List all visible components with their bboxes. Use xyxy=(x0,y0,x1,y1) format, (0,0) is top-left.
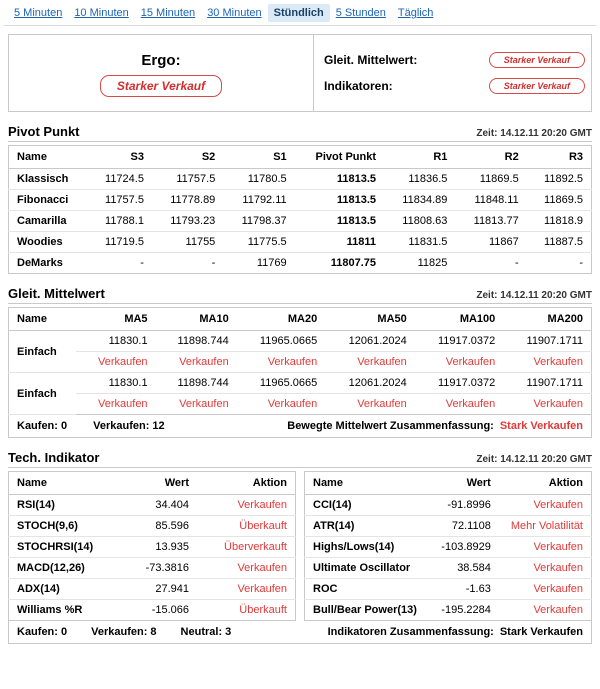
pivot-time: Zeit: 14.12.11 20:20 GMT xyxy=(476,128,592,139)
table-row xyxy=(305,600,592,621)
table-row xyxy=(305,558,592,579)
table-row xyxy=(9,579,296,600)
indicator-name: Ultimate Oscillator xyxy=(305,558,431,579)
indicator-action: Verkaufen xyxy=(533,604,583,616)
pivot-section-header xyxy=(8,124,592,142)
ma-value-ma50: 12061.2024 xyxy=(325,331,415,352)
indicator-name: ATR(14) xyxy=(305,516,431,537)
indicator-action: Verkaufen xyxy=(197,579,296,600)
ma-action-ma10: Verkaufen xyxy=(156,352,237,373)
pivot-col-r3: R3 xyxy=(527,146,592,169)
indicator-header-row xyxy=(305,472,592,495)
ma-value-ma100: 11917.0372 xyxy=(415,373,504,394)
ma-value-ma200: 11907.1711 xyxy=(503,373,591,394)
pivot-cell-r1: 11834.89 xyxy=(384,190,455,211)
pivot-cell-s2: 11757.5 xyxy=(152,169,223,190)
ma-col-ma10: MA10 xyxy=(156,308,237,331)
pivot-cell-pp: 11811 xyxy=(295,232,384,253)
pivot-cell-s2: 11755 xyxy=(152,232,223,253)
pivot-cell-s2: - xyxy=(211,257,216,269)
pivot-cell-pp: 11807.75 xyxy=(330,257,377,269)
pivot-cell-r1: 11831.5 xyxy=(384,232,455,253)
pivot-cell-r2: 11813.77 xyxy=(455,211,526,232)
indicator-right-column xyxy=(304,471,592,621)
pivot-cell-s1: 11775.5 xyxy=(223,232,294,253)
ma-action-ma10: Verkaufen xyxy=(179,398,229,410)
pivot-cell-r1: 11836.5 xyxy=(384,169,455,190)
table-row xyxy=(9,211,592,232)
ma-sell-count: Verkaufen: 12 xyxy=(93,420,165,432)
ma-col-ma50: MA50 xyxy=(325,308,415,331)
ma-summary-footer-value: Stark Verkaufen xyxy=(499,420,583,432)
indicator-summary-footer-label: Indikatoren Zusammenfassung: xyxy=(327,626,494,638)
indicator-value: 27.941 xyxy=(123,579,197,600)
ma-summary-footer-label: Bewegte Mittelwert Zusammenfassung: xyxy=(287,420,494,432)
pivot-cell-r3: 11869.5 xyxy=(527,190,592,211)
indicator-col-name: Name xyxy=(305,472,431,495)
ma-value-ma5: 11830.1 xyxy=(76,331,155,352)
tab-5-stunden[interactable]: 5 Stunden xyxy=(335,7,386,19)
ma-action-ma5: Verkaufen xyxy=(76,352,155,373)
tab-5-minuten[interactable]: 5 Minuten xyxy=(14,7,63,19)
indicator-value: -1.63 xyxy=(430,579,499,600)
ma-summary-badge: Starker Verkauf xyxy=(489,52,585,68)
indicator-name: ADX(14) xyxy=(9,579,124,600)
indicator-value: -91.8996 xyxy=(430,495,499,516)
ma-action-ma100: Verkaufen xyxy=(415,352,504,373)
ma-col-ma5: MA5 xyxy=(76,308,155,331)
ma-time: Zeit: 14.12.11 20:20 GMT xyxy=(476,290,592,301)
ma-action-ma20: Verkaufen xyxy=(237,352,326,373)
indicator-action: Mehr Volatilität xyxy=(499,516,592,537)
pivot-cell-s3: 11719.5 xyxy=(88,232,152,253)
pivot-cell-r2: 11848.11 xyxy=(455,190,526,211)
pivot-cell-s1: 11769 xyxy=(256,257,287,269)
ma-value-ma10: 11898.744 xyxy=(156,373,237,394)
indicator-tables-wrapper xyxy=(8,471,592,621)
pivot-cell-r3: 11892.5 xyxy=(527,169,592,190)
ma-action-ma20: Verkaufen xyxy=(267,398,318,410)
pivot-col-name: Name xyxy=(9,146,88,169)
indicator-name: ROC xyxy=(305,579,431,600)
indicator-name: Highs/Lows(14) xyxy=(305,537,431,558)
table-row xyxy=(9,495,296,516)
indicator-value: 38.584 xyxy=(430,558,499,579)
pivot-cell-r3: - xyxy=(579,257,583,269)
indicator-action: Verkaufen xyxy=(499,495,592,516)
indicator-value: -103.8929 xyxy=(430,537,499,558)
indicator-action: Verkaufen xyxy=(499,579,592,600)
table-row xyxy=(305,579,592,600)
ma-row-name: Einfach xyxy=(9,373,77,415)
indicator-sell-count: Verkaufen: 8 xyxy=(91,626,157,638)
indicator-col-action: Aktion xyxy=(197,472,296,495)
indicator-action: Verkaufen xyxy=(197,495,296,516)
ma-col-ma20: MA20 xyxy=(237,308,326,331)
tab-15-minuten[interactable]: 15 Minuten xyxy=(140,7,196,19)
pivot-col-s1: S1 xyxy=(223,146,294,169)
pivot-cell-r3: 11818.9 xyxy=(527,211,592,232)
pivot-col-r2: R2 xyxy=(455,146,526,169)
ma-col-ma200: MA200 xyxy=(503,308,591,331)
indicator-action: Überkauft xyxy=(239,604,287,616)
pivot-cell-r2: 11869.5 xyxy=(455,169,526,190)
table-row xyxy=(9,537,296,558)
pivot-cell-r2: 11867 xyxy=(455,232,526,253)
ma-title: Gleit. Mittelwert xyxy=(8,286,105,301)
indicator-value: 72.1108 xyxy=(430,516,499,537)
pivot-cell-s1: 11780.5 xyxy=(223,169,294,190)
pivot-cell-r1: 11808.63 xyxy=(384,211,455,232)
pivot-col-s3: S3 xyxy=(88,146,152,169)
indicator-name: MACD(12,26) xyxy=(9,558,124,579)
indicator-time: Zeit: 14.12.11 20:20 GMT xyxy=(476,454,592,465)
indicator-col-name: Name xyxy=(9,472,124,495)
indicator-section-header xyxy=(8,450,592,468)
indicator-name: STOCH(9,6) xyxy=(9,516,124,537)
table-row xyxy=(9,600,296,621)
indicator-table-right xyxy=(304,471,592,621)
ergo-value-badge: Starker Verkauf xyxy=(100,75,222,97)
indicator-value: 13.935 xyxy=(123,537,197,558)
ma-section-header xyxy=(8,286,592,304)
ma-value-ma5: 11830.1 xyxy=(76,373,155,394)
ma-value-ma10: 11898.744 xyxy=(156,331,237,352)
pivot-cell-s1: 11792.11 xyxy=(223,190,294,211)
indicator-summary-row xyxy=(324,78,585,94)
table-row xyxy=(9,331,592,352)
pivot-col-s2: S2 xyxy=(152,146,223,169)
pivot-row-name: Camarilla xyxy=(9,211,88,232)
indicator-title: Tech. Indikator xyxy=(8,450,100,465)
indicator-table-left xyxy=(8,471,296,621)
pivot-title: Pivot Punkt xyxy=(8,124,80,139)
pivot-cell-s3: - xyxy=(140,257,144,269)
ma-action-ma50: Verkaufen xyxy=(325,352,415,373)
table-row xyxy=(9,516,296,537)
indicator-action: Überkauft xyxy=(197,516,296,537)
indicator-col-value: Wert xyxy=(123,472,197,495)
ma-action-ma50: Verkaufen xyxy=(357,398,407,410)
table-row xyxy=(305,495,592,516)
indicator-buy-count: Kaufen: 0 xyxy=(17,626,68,638)
ergo-panel xyxy=(9,35,314,111)
summary-box xyxy=(8,34,592,112)
indicator-name: STOCHRSI(14) xyxy=(9,537,124,558)
indicator-value: 34.404 xyxy=(123,495,197,516)
table-row xyxy=(9,558,296,579)
indicator-footer-bar xyxy=(8,621,592,644)
table-row xyxy=(9,232,592,253)
indicator-value: -15.066 xyxy=(151,604,189,616)
indicator-summary-footer-value: Stark Verkaufen xyxy=(499,626,583,638)
pivot-cell-s2: 11778.89 xyxy=(152,190,223,211)
pivot-cell-pp: 11813.5 xyxy=(295,211,384,232)
indicator-value: 85.596 xyxy=(123,516,197,537)
summary-right-panel xyxy=(314,35,591,111)
ma-summary-row xyxy=(324,52,585,68)
tab-stuendlich[interactable]: Stündlich xyxy=(268,4,330,22)
pivot-cell-r3: 11887.5 xyxy=(527,232,592,253)
pivot-cell-s3: 11724.5 xyxy=(88,169,152,190)
indicator-col-value: Wert xyxy=(430,472,499,495)
tab-10-minuten[interactable]: 10 Minuten xyxy=(74,7,129,19)
indicator-action: Verkaufen xyxy=(499,537,592,558)
table-row xyxy=(9,373,592,394)
pivot-cell-s2: 11793.23 xyxy=(152,211,223,232)
timeframe-tabs xyxy=(4,0,596,26)
pivot-cell-r2: - xyxy=(515,257,519,269)
indicator-summary-badge: Starker Verkauf xyxy=(489,78,585,94)
pivot-col-pp: Pivot Punkt xyxy=(295,146,384,169)
indicator-action: Verkaufen xyxy=(499,558,592,579)
pivot-header-row xyxy=(9,146,592,169)
indicator-name: Williams %R xyxy=(17,604,83,616)
indicator-neutral-count: Neutral: 3 xyxy=(180,626,232,638)
indicator-name: CCI(14) xyxy=(305,495,431,516)
table-row xyxy=(9,352,592,373)
table-row xyxy=(9,394,592,415)
ma-col-name: Name xyxy=(9,308,77,331)
pivot-cell-r1: 11825 xyxy=(417,257,448,269)
table-row xyxy=(9,169,592,190)
table-row xyxy=(9,253,592,274)
moving-average-table xyxy=(8,307,592,415)
ma-value-ma20: 11965.0665 xyxy=(237,331,326,352)
pivot-cell-pp: 11813.5 xyxy=(295,190,384,211)
ma-col-ma100: MA100 xyxy=(415,308,504,331)
pivot-row-name: Woodies xyxy=(9,232,88,253)
indicator-value: -195.2284 xyxy=(441,604,491,616)
pivot-row-name: Klassisch xyxy=(9,169,88,190)
ma-value-ma100: 11917.0372 xyxy=(415,331,504,352)
pivot-cell-s3: 11757.5 xyxy=(88,190,152,211)
ma-action-ma200: Verkaufen xyxy=(503,352,591,373)
tab-taeglich[interactable]: Täglich xyxy=(397,7,434,19)
pivot-table xyxy=(8,145,592,274)
indicator-value: -73.3816 xyxy=(123,558,197,579)
ma-value-ma50: 12061.2024 xyxy=(325,373,415,394)
pivot-cell-s3: 11788.1 xyxy=(88,211,152,232)
ma-header-row xyxy=(9,308,592,331)
ma-value-ma200: 11907.1711 xyxy=(503,331,591,352)
pivot-row-name: Fibonacci xyxy=(9,190,88,211)
indicator-header-row xyxy=(9,472,296,495)
ma-action-ma100: Verkaufen xyxy=(445,398,496,410)
indicator-action: Verkaufen xyxy=(197,558,296,579)
indicator-action: Überverkauft xyxy=(197,537,296,558)
ma-summary-label: Gleit. Mittelwert: xyxy=(324,53,418,67)
ma-action-ma200: Verkaufen xyxy=(533,398,583,410)
table-row xyxy=(9,190,592,211)
ergo-label: Ergo: xyxy=(141,51,181,69)
ma-row-name: Einfach xyxy=(9,331,77,373)
pivot-cell-pp: 11813.5 xyxy=(295,169,384,190)
indicator-name: RSI(14) xyxy=(9,495,124,516)
indicator-left-column xyxy=(8,471,296,621)
table-row xyxy=(305,537,592,558)
ma-footer-bar xyxy=(8,415,592,438)
ma-value-ma20: 11965.0665 xyxy=(237,373,326,394)
tab-30-minuten[interactable]: 30 Minuten xyxy=(207,7,262,19)
indicator-summary-label: Indikatoren: xyxy=(324,79,393,93)
table-row xyxy=(305,516,592,537)
pivot-col-r1: R1 xyxy=(384,146,455,169)
pivot-row-name: DeMarks xyxy=(17,257,63,269)
ma-action-ma5: Verkaufen xyxy=(98,398,148,410)
pivot-cell-s1: 11798.37 xyxy=(223,211,294,232)
indicator-name: Bull/Bear Power(13) xyxy=(313,604,417,616)
indicator-col-action: Aktion xyxy=(499,472,592,495)
ma-buy-count: Kaufen: 0 xyxy=(17,420,68,432)
